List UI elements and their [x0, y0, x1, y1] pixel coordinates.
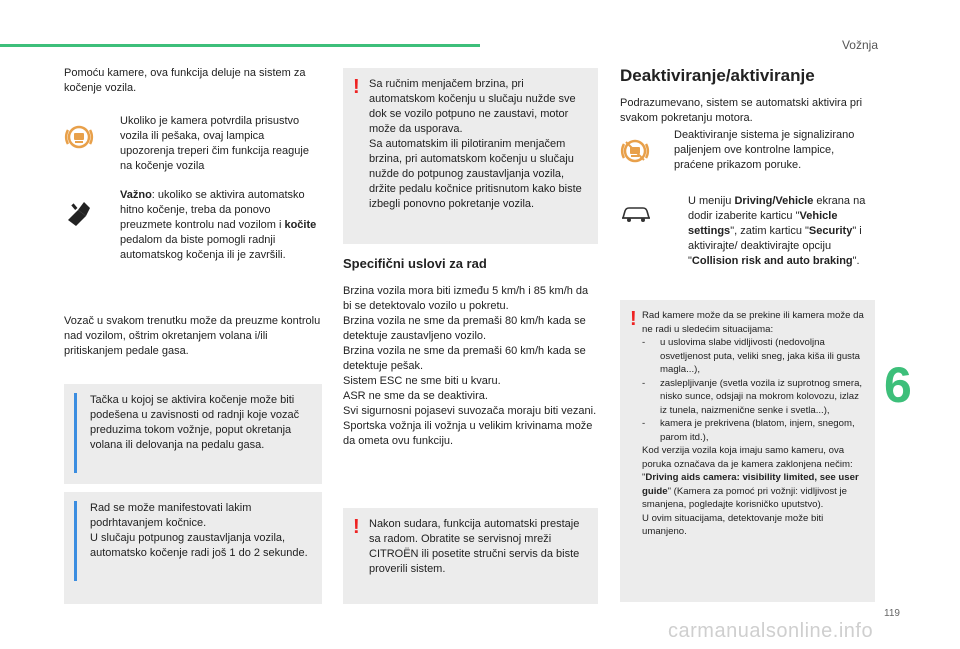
step-text-f: ".: [852, 255, 860, 267]
step-text-e: " i aktivirajte/ deaktivirajte opciju ": [688, 225, 862, 267]
camera-warning-outro: [642, 444, 867, 539]
warning-note-2-text: Nakon sudara, funkcija automatski prestaje sa radom. Obratite se servisnoj mreži CITROËN ili posetite stručni servis da biste proverili sistem.: [369, 518, 580, 575]
option-collision-risk: Collision risk and auto braking: [691, 255, 853, 267]
step-text-c: ekrana na dodir izaberite karticu ": [688, 195, 866, 222]
icon-row-steps: [620, 194, 875, 269]
step-text-a: U meniju: [688, 195, 735, 207]
chapter-number: 6: [884, 357, 912, 413]
outro-a: Kod verzija vozila koja imaju samo kameru, ova poruka označava da je kamera zaklonjena nečim: ": [642, 445, 853, 483]
car-icon: [620, 194, 662, 269]
brake-warning-lamp-icon: [620, 128, 662, 173]
lamp-description: Ukoliko je kamera potvrdila prisustvo vozila ili pešaka, ovaj lampica upozorenja treperi čim funkcija reaguje na kočenje vozila: [120, 115, 309, 172]
info-note-2: [64, 492, 322, 604]
important-body-b: pedalom da biste pomogli radnji automatskog kočenja ili je završili.: [120, 234, 286, 261]
brake-warning-lamp-icon: [64, 114, 106, 174]
step-marker: [674, 194, 688, 269]
list-item: [642, 336, 867, 377]
important-label: Važno: [120, 189, 152, 201]
page-number: 119: [884, 608, 900, 619]
section-heading-main: Deaktiviranje/aktiviranje: [620, 66, 815, 85]
column-2: [343, 60, 598, 620]
camera-warning-intro: Rad kamere može da se prekine ili kamera može da ne radi u sledećim situacijama:: [642, 310, 864, 335]
important-text: [120, 188, 320, 263]
important-body-a: : ukoliko se aktivira automatsko hitno kočenje, treba da ponovo preuzmete kontrolu nad vozilom i: [120, 189, 305, 231]
list-item-text: u uslovima slabe vidljivosti (nedovoljna osvetljenost puta, veliki sneg, jaka kiša ili gusta magla...),: [660, 337, 860, 375]
conditions-text: Brzina vozila mora biti između 5 km/h i 85 km/h da bi se detektovalo vozilo u pokretu. Brzina vozila ne sme da premaši 80 km/h kada se detektuje zaustavljeno vozilo. Brzina vozila ne sme da premaši 60 km/h kada se detektuje pešak. Sistem ESC ne sme biti u kvaru. ASR ne sme da se deaktivira. Svi sigurnosni pojasevi suvozača moraju biti vezani. Sportska vožnja ili vožnja u velikim krivinama može da ometa ovu funkciju.: [343, 285, 597, 447]
driver-control-text: Vozač u svakom trenutku može da preuzme kontrolu nad vozilom, oštrim okretanjem volana i/ili pritiskanjem pedale gasa.: [64, 315, 321, 357]
outro-b: " (Kamera za pomoć pri vožnji: vidljivost je smanjena, pogledajte korisničko uputstvo). U ovim situacijama, detektovanje može biti umanjeno.: [642, 485, 847, 537]
section-title: Vožnja: [841, 38, 878, 52]
warning-icon: !: [353, 76, 360, 98]
list-item: [642, 417, 867, 444]
hand-pedal-icon: [64, 188, 106, 263]
info-note-1: [64, 384, 322, 484]
warning-note-1-text: Sa ručnim menjačem brzina, pri automatskom kočenju u slučaju nužde sve dok se vozilo potpuno ne zaustavi, motor može da usporava. Sa automatskim ili pilotiranim menjačem brzina, pri automatskom kočenju u slučaju nužde do potpunog zaustavljanja vozila, držite pedalu kočnice pritisnutom kako biste izbegli ponovno pokretanje vozila.: [369, 78, 582, 210]
tab-security: Security: [808, 225, 853, 237]
deactivation-text: Deaktiviranje sistema je signalizirano paljenjem ove kontrolne lampice, praćene prikazom poruke.: [674, 129, 855, 171]
column-3: [620, 60, 875, 620]
info-bar: [74, 501, 77, 581]
warning-note-2: [343, 508, 598, 604]
header-accent-bar: [0, 44, 480, 47]
intro-text: Pomoću kamere, ova funkcija deluje na sistem za kočenje vozila.: [64, 67, 306, 94]
warning-icon: !: [353, 516, 360, 538]
menu-driving-vehicle: Driving/Vehicle: [734, 195, 814, 207]
section-heading: Specifični uslovi za rad: [343, 256, 487, 271]
list-dash: -: [642, 337, 646, 348]
warning-note-1: [343, 68, 598, 244]
step-text-d: ", zatim karticu ": [730, 225, 809, 237]
info-note-2-text: Rad se može manifestovati lakim podrhtavanjem kočnice. U slučaju potpunog zaustavljanja vozila, automatsko kočenje radi još 1 do 2 sekunde.: [90, 502, 308, 559]
camera-message: Driving aids camera: visibility limited, see user guide: [642, 472, 859, 497]
list-item: [642, 377, 867, 418]
tab-vehicle-settings: Vehicle settings: [688, 210, 838, 237]
info-bar: [74, 393, 77, 473]
menu-step: [674, 194, 874, 269]
watermark: carmanualsonline.info: [668, 620, 874, 642]
list-dash: -: [642, 418, 646, 429]
warning-icon: !: [630, 308, 637, 330]
info-note-1-text: Tačka u kojoj se aktivira kočenje može biti podešena u zavisnosti od radnji koje vozač preduzima tokom vožnje, poput okretanja volana ili delovanja na pedalu gasa.: [90, 394, 300, 451]
brake-bold: kočite: [284, 219, 317, 231]
menu-step-text: [688, 194, 874, 269]
list-dash: -: [642, 377, 646, 389]
icon-row-important: [64, 188, 322, 263]
icon-row-lamp: [64, 114, 322, 174]
list-item-text: zaslepljivanje (svetla vozila iz suprotnog smera, nisko sunce, odsjaji na mokrom kolovozu, izlaz iz tunela, naizmenične senke i svetla...),: [660, 377, 863, 416]
column-1: [64, 60, 322, 620]
warning-note-3: [620, 300, 875, 602]
default-activation-text: Podrazumevano, sistem se automatski aktivira pri svakom pokretanju motora.: [620, 97, 863, 124]
list-item-text: kamera je prekrivena (blatom, injem, snegom, parom itd.),: [660, 418, 855, 443]
icon-row-deactivation: [620, 128, 875, 173]
